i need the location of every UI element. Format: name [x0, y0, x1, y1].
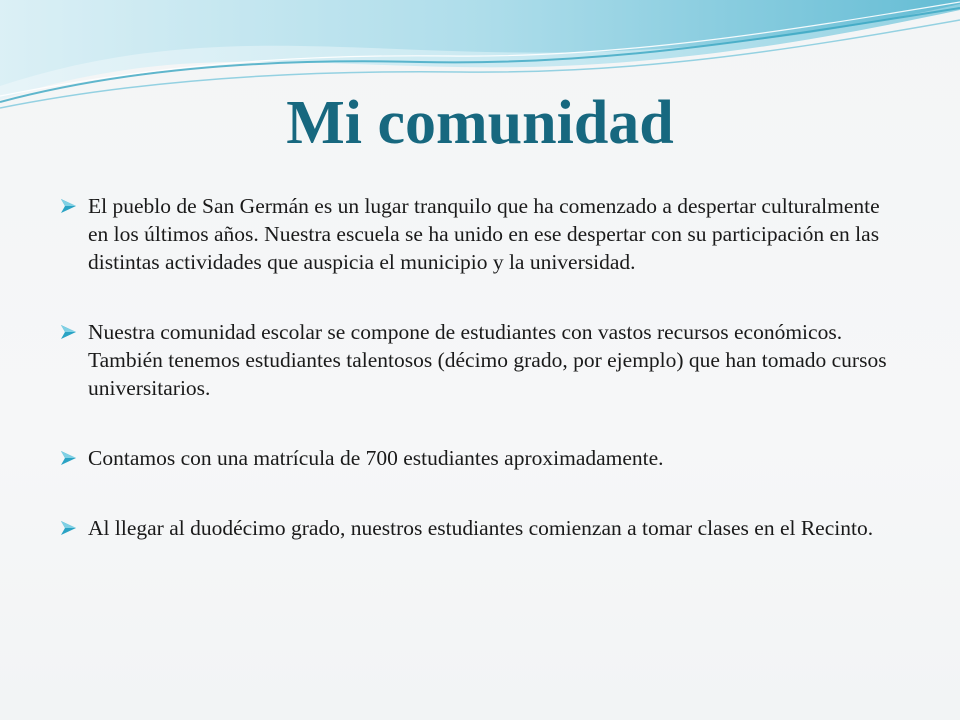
bullet-item [58, 514, 903, 542]
bullet-text: Contamos con una matrícula de 700 estudiantes aproximadamente. [88, 446, 664, 470]
bullet-item [58, 318, 903, 402]
arrowhead-bullet-icon [60, 324, 77, 340]
bullet-text: El pueblo de San Germán es un lugar tranquilo que ha comenzado a despertar culturalmente en los últimos años. Nuestra escuela se ha unido en ese despertar con su participación en las distintas actividades que auspicia el municipio y la universidad. [88, 194, 880, 274]
bullet-item [58, 192, 903, 276]
arrowhead-bullet-icon [60, 520, 77, 536]
arrowhead-bullet-icon [60, 198, 77, 214]
bullet-list [58, 192, 903, 542]
bullet-item [58, 444, 903, 472]
arrowhead-bullet-icon [60, 450, 77, 466]
bullet-text: Nuestra comunidad escolar se compone de estudiantes con vastos recursos económicos. También tenemos estudiantes talentosos (décimo grado, por ejemplo) que han tomado cursos universitarios. [88, 320, 887, 400]
slide-title: Mi comunidad [286, 89, 674, 157]
bullet-text: Al llegar al duodécimo grado, nuestros estudiantes comienzan a tomar clases en el Recinto. [88, 516, 874, 540]
